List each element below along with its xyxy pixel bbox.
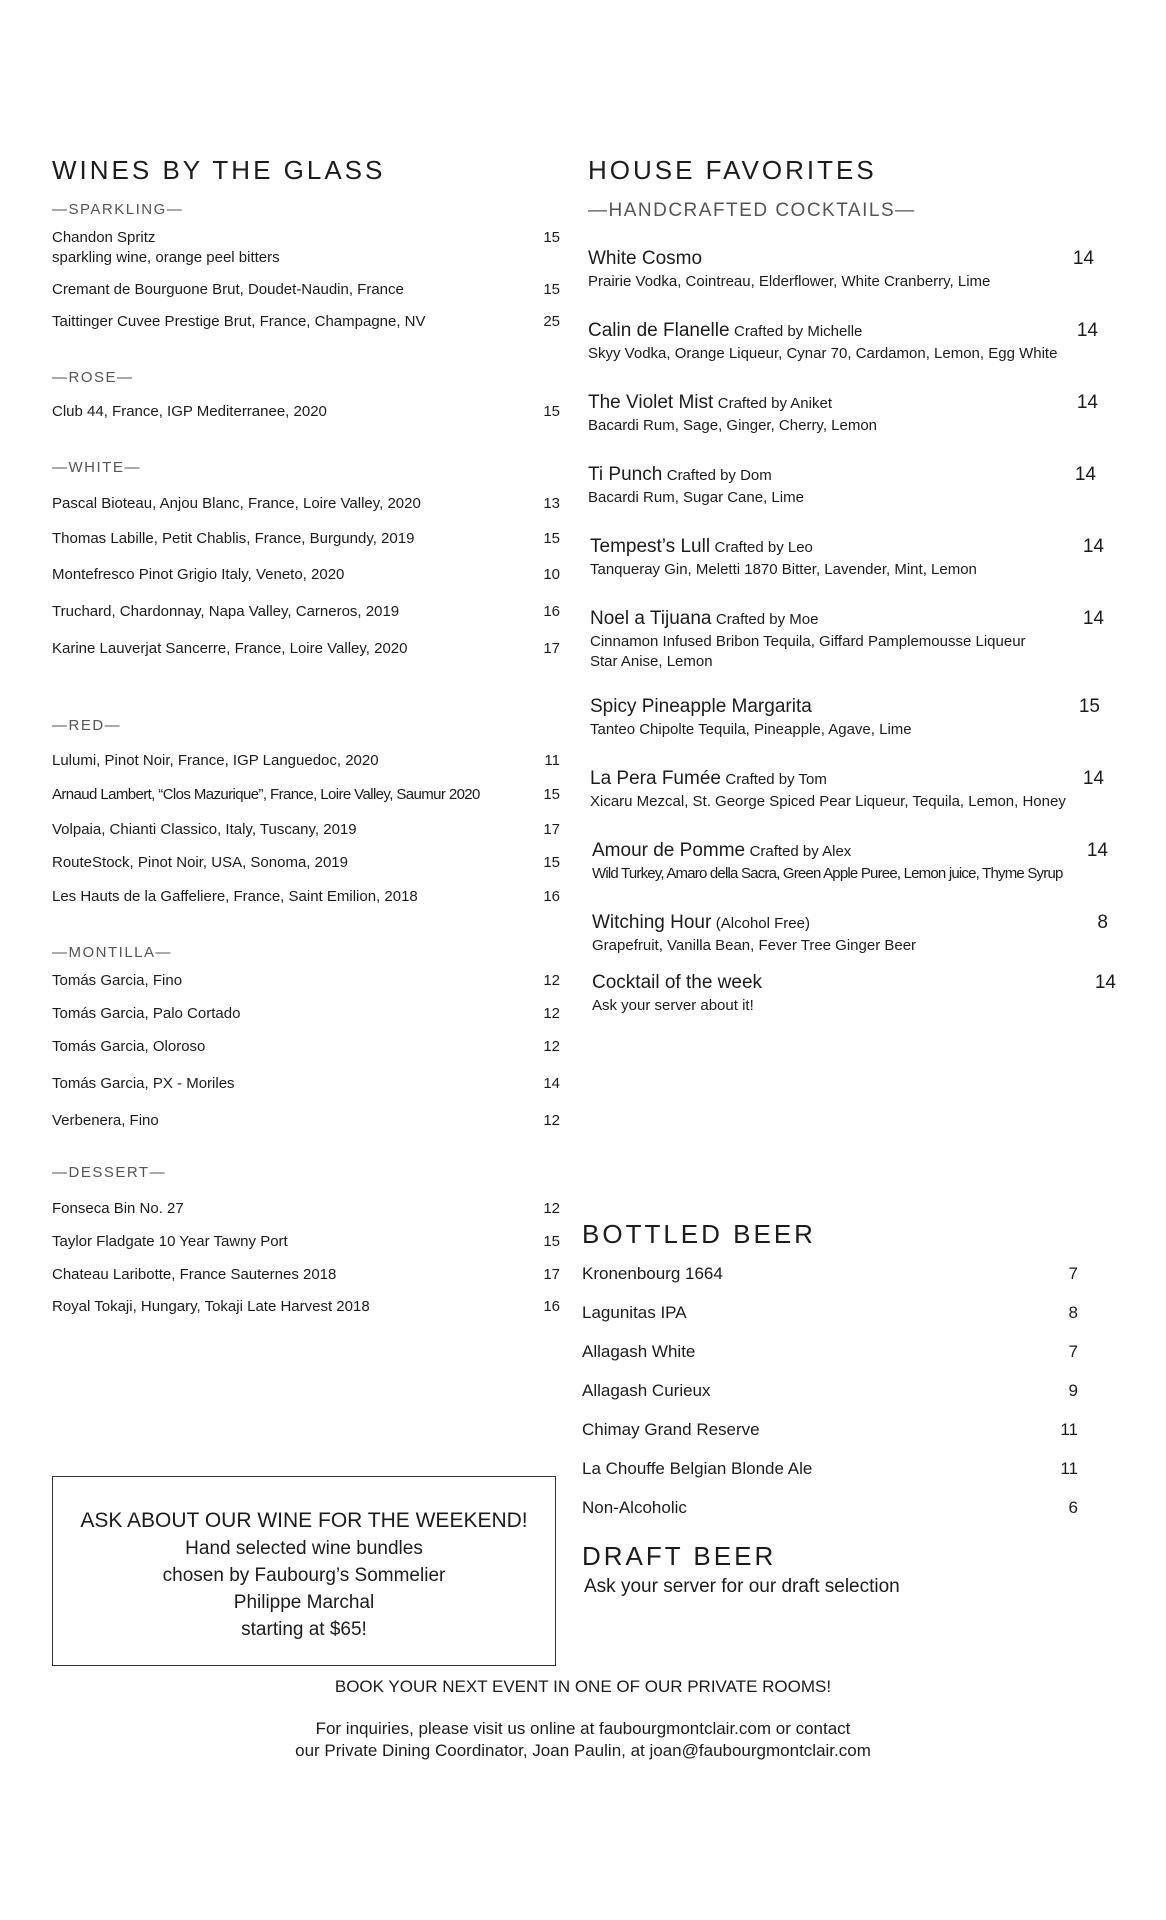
inquiry-line-1: For inquiries, please visit us online at faubourgmontclair.com or contact xyxy=(315,1719,851,1738)
wine-item: Truchard, Chardonnay, Napa Valley, Carneros, 2019 16 xyxy=(52,603,560,620)
wine-item: Pascal Bioteau, Anjou Blanc, France, Loire Valley, 2020 13 xyxy=(52,495,560,512)
wines-section xyxy=(52,154,560,1317)
wine-item: Royal Tokaji, Hungary, Tokaji Late Harvest 2018 16 xyxy=(52,1298,560,1315)
wines-title: WINES BY THE GLASS xyxy=(52,155,386,185)
wine-item: Taylor Fladgate 10 Year Tawny Port 15 xyxy=(52,1233,560,1250)
bottled-beer-section xyxy=(582,1218,1078,1600)
cocktail-item: Amour de Pomme Crafted by Alex 14 Wild Turkey, Amaro della Sacra, Green Apple Puree, Lemon juice, Thyme Syrup xyxy=(592,840,1108,882)
wine-item: Chandon Spritz 15 xyxy=(52,229,560,246)
beer-item: Allagash Curieux 9 xyxy=(582,1381,1078,1400)
wine-item: Club 44, France, IGP Mediterranee, 2020 15 xyxy=(52,403,560,420)
wine-item: Montefresco Pinot Grigio Italy, Veneto, 2020 10 xyxy=(52,566,560,583)
cocktail-item: White Cosmo 14 Prairie Vodka, Cointreau, Elderflower, White Cranberry, Lime xyxy=(588,248,1094,290)
rose-heading: —ROSE— xyxy=(52,369,134,386)
cocktail-item: Calin de Flanelle Crafted by Michelle 14 Skyy Vodka, Orange Liqueur, Cynar 70, Cardamon, Lemon, Egg White xyxy=(588,320,1098,362)
wine-item: RouteStock, Pinot Noir, USA, Sonoma, 2019 15 xyxy=(52,854,560,871)
inquiry-line-2: our Private Dining Coordinator, Joan Paulin, at joan@faubourgmontclair.com xyxy=(295,1741,871,1760)
wine-item: Lulumi, Pinot Noir, France, IGP Languedoc, 2020 11 xyxy=(52,752,560,769)
beer-item: Chimay Grand Reserve 11 xyxy=(582,1420,1078,1439)
cocktail-item: The Violet Mist Crafted by Aniket 14 Bacardi Rum, Sage, Ginger, Cherry, Lemon xyxy=(588,392,1098,434)
beer-item: La Chouffe Belgian Blonde Ale 11 xyxy=(582,1459,1078,1478)
cocktail-item: Tempest’s Lull Crafted by Leo 14 Tanqueray Gin, Meletti 1870 Bitter, Lavender, Mint, Lemon xyxy=(590,536,1104,578)
cocktail-item: Witching Hour (Alcohol Free) 8 Grapefruit, Vanilla Bean, Fever Tree Ginger Beer xyxy=(592,912,1108,954)
wine-item: Tomás Garcia, Palo Cortado 12 xyxy=(52,1005,560,1022)
white-heading: —WHITE— xyxy=(52,459,141,476)
private-events-notice: BOOK YOUR NEXT EVENT IN ONE OF OUR PRIVATE ROOMS! xyxy=(334,1677,832,1696)
wine-item: Les Hauts de la Gaffeliere, France, Saint Emilion, 2018 16 xyxy=(52,888,560,905)
draft-beer-note: Ask your server for our draft selection xyxy=(584,1576,900,1597)
promo-headline: ASK ABOUT OUR WINE FOR THE WEEKEND! xyxy=(80,1509,528,1532)
house-favorites-title: HOUSE FAVORITES xyxy=(588,155,877,185)
cocktail-item: Spicy Pineapple Margarita 15 Tanteo Chipolte Tequila, Pineapple, Agave, Lime xyxy=(590,696,1100,738)
wine-item: Cremant de Bourguone Brut, Doudet-Naudin, France 15 xyxy=(52,281,560,298)
beer-item: Kronenbourg 1664 7 xyxy=(582,1264,1078,1283)
wine-item: Fonseca Bin No. 27 12 xyxy=(52,1200,560,1217)
dessert-heading: —DESSERT— xyxy=(52,1164,167,1181)
wine-item: Thomas Labille, Petit Chablis, France, Burgundy, 2019 15 xyxy=(52,530,560,547)
wine-description: sparkling wine, orange peel bitters xyxy=(52,249,280,266)
wine-item: Karine Lauverjat Sancerre, France, Loire Valley, 2020 17 xyxy=(52,640,560,657)
wine-item: Tomás Garcia, PX - Moriles 14 xyxy=(52,1075,560,1092)
wine-item: Volpaia, Chianti Classico, Italy, Tuscany, 2019 17 xyxy=(52,821,560,838)
cocktail-item: Cocktail of the week 14 Ask your server about it! xyxy=(592,972,1116,1014)
draft-beer-title: DRAFT BEER xyxy=(582,1541,777,1571)
wine-item: Tomás Garcia, Oloroso 12 xyxy=(52,1038,560,1055)
beer-item: Lagunitas IPA 8 xyxy=(582,1303,1078,1322)
wine-item: Chateau Laribotte, France Sauternes 2018 17 xyxy=(52,1266,560,1283)
cocktail-item: Noel a Tijuana Crafted by Moe 14 Cinnamon Infused Bribon Tequila, Giffard Pamplemousse Liqueur Star Anise, Lemon xyxy=(590,608,1104,670)
beer-item: Non-Alcoholic 6 xyxy=(582,1498,1078,1517)
wine-item: Tomás Garcia, Fino 12 xyxy=(52,972,560,989)
wine-item: Verbenera, Fino 12 xyxy=(52,1112,560,1129)
red-heading: —RED— xyxy=(52,717,122,734)
wine-item: Taittinger Cuvee Prestige Brut, France, Champagne, NV 25 xyxy=(52,313,560,330)
sparkling-heading: —SPARKLING— xyxy=(52,201,184,218)
beer-item: Allagash White 7 xyxy=(582,1342,1078,1361)
montilla-heading: —MONTILLA— xyxy=(52,944,173,961)
cocktail-item: La Pera Fumée Crafted by Tom 14 Xicaru Mezcal, St. George Spiced Pear Liqueur, Tequila, Lemon, Honey xyxy=(590,768,1104,810)
house-favorites-section xyxy=(588,154,1118,1016)
wine-item: Arnaud Lambert, “Clos Mazurique”, France, Loire Valley, Saumur 2020 15 xyxy=(52,786,560,803)
bottled-beer-title: BOTTLED BEER xyxy=(582,1219,816,1249)
cocktails-heading: —HANDCRAFTED COCKTAILS— xyxy=(588,200,916,221)
wine-weekend-promo: ASK ABOUT OUR WINE FOR THE WEEKEND! Hand selected wine bundles chosen by Faubourg’s Sommelier Philippe Marchal starting at $65! xyxy=(52,1476,556,1666)
cocktail-item: Ti Punch Crafted by Dom 14 Bacardi Rum, Sugar Cane, Lime xyxy=(588,464,1096,506)
